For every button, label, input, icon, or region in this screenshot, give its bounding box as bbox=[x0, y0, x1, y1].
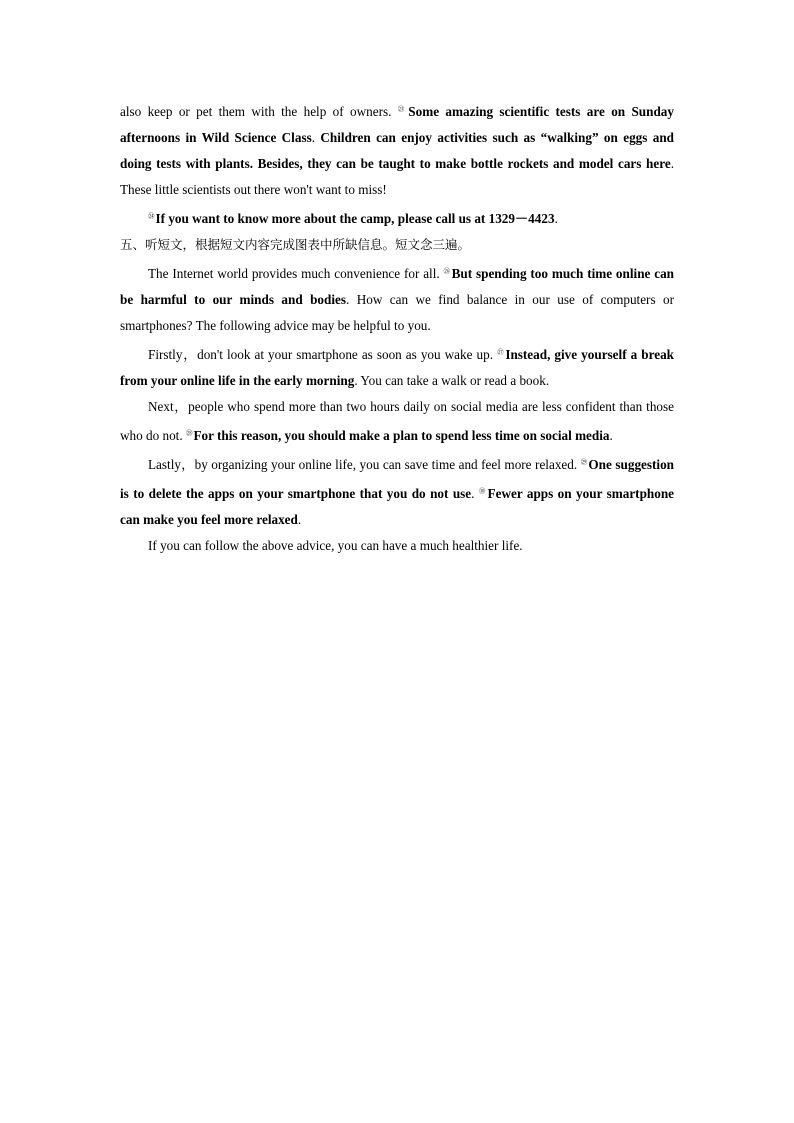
question-number-marker: ㉔ bbox=[148, 212, 155, 220]
answer-text: If you want to know more about the camp, please call us at 1329－4423 bbox=[155, 211, 555, 226]
answer-text: But spending too much time online can be harmful to our minds and bodies bbox=[120, 266, 675, 307]
text-run: . bbox=[297, 512, 302, 527]
text-run: . How can we find balance in our use of computers or smartphones? The following advice may be helpful to you. bbox=[120, 292, 674, 333]
text-run: The Internet world provides much convenience for all. bbox=[148, 266, 444, 281]
question-number-marker: ㉗ bbox=[497, 348, 505, 356]
answer-text: Some amazing scientific tests are on Sunday afternoons in Wild Science Class bbox=[120, 104, 674, 145]
text-run: . bbox=[311, 130, 321, 145]
answer-text: Instead, give yourself a break from your online life in the early morning bbox=[120, 347, 674, 388]
paragraph bbox=[120, 96, 674, 203]
paragraph bbox=[120, 394, 674, 449]
answer-text: For this reason, you should make a plan to spend less time on social media bbox=[193, 428, 610, 443]
text-run: Next，people who spend more than two hours daily on social media are less confident than those who do not. bbox=[120, 399, 674, 443]
question-number-marker: ㉚ bbox=[478, 487, 487, 495]
question-number-marker: ㉓ bbox=[397, 105, 408, 113]
text-run: . bbox=[609, 428, 613, 443]
question-number-marker: ㉙ bbox=[580, 458, 588, 466]
paragraph bbox=[120, 339, 674, 394]
text-run: . bbox=[554, 211, 558, 226]
text-run: . These little scientists out there won't want to miss! bbox=[120, 156, 674, 197]
text-run: 五、听短文，根据短文内容完成图表中所缺信息。短文念三遍。 bbox=[120, 237, 471, 252]
document-body bbox=[120, 96, 674, 559]
text-run: . bbox=[471, 486, 479, 501]
answer-text: Children can enjoy activities such as “walking” on eggs and doing tests with plants. Besides, they can be taught to make bottle rockets and model cars here bbox=[120, 130, 675, 171]
text-run: also keep or pet them with the help of owners. bbox=[120, 104, 398, 119]
paragraph bbox=[120, 203, 674, 232]
text-run: Firstly，don't look at your smartphone as soon as you wake up. bbox=[148, 347, 498, 362]
paragraph bbox=[120, 449, 674, 533]
text-run: Lastly，by organizing your online life, you can save time and feel more relaxed. bbox=[148, 457, 581, 472]
paragraph bbox=[120, 258, 674, 339]
section-heading bbox=[120, 232, 674, 258]
answer-text: One suggestion is to delete the apps on your smartphone that you do not use bbox=[120, 457, 675, 501]
text-run: . You can take a walk or read a book. bbox=[354, 373, 550, 388]
answer-text: Fewer apps on your smartphone can make you feel more relaxed bbox=[120, 486, 675, 527]
paragraph bbox=[120, 533, 674, 559]
question-number-marker: ㉖ bbox=[443, 267, 451, 275]
question-number-marker: ㉘ bbox=[185, 429, 193, 437]
text-run: If you can follow the above advice, you can have a much healthier life. bbox=[148, 538, 523, 553]
